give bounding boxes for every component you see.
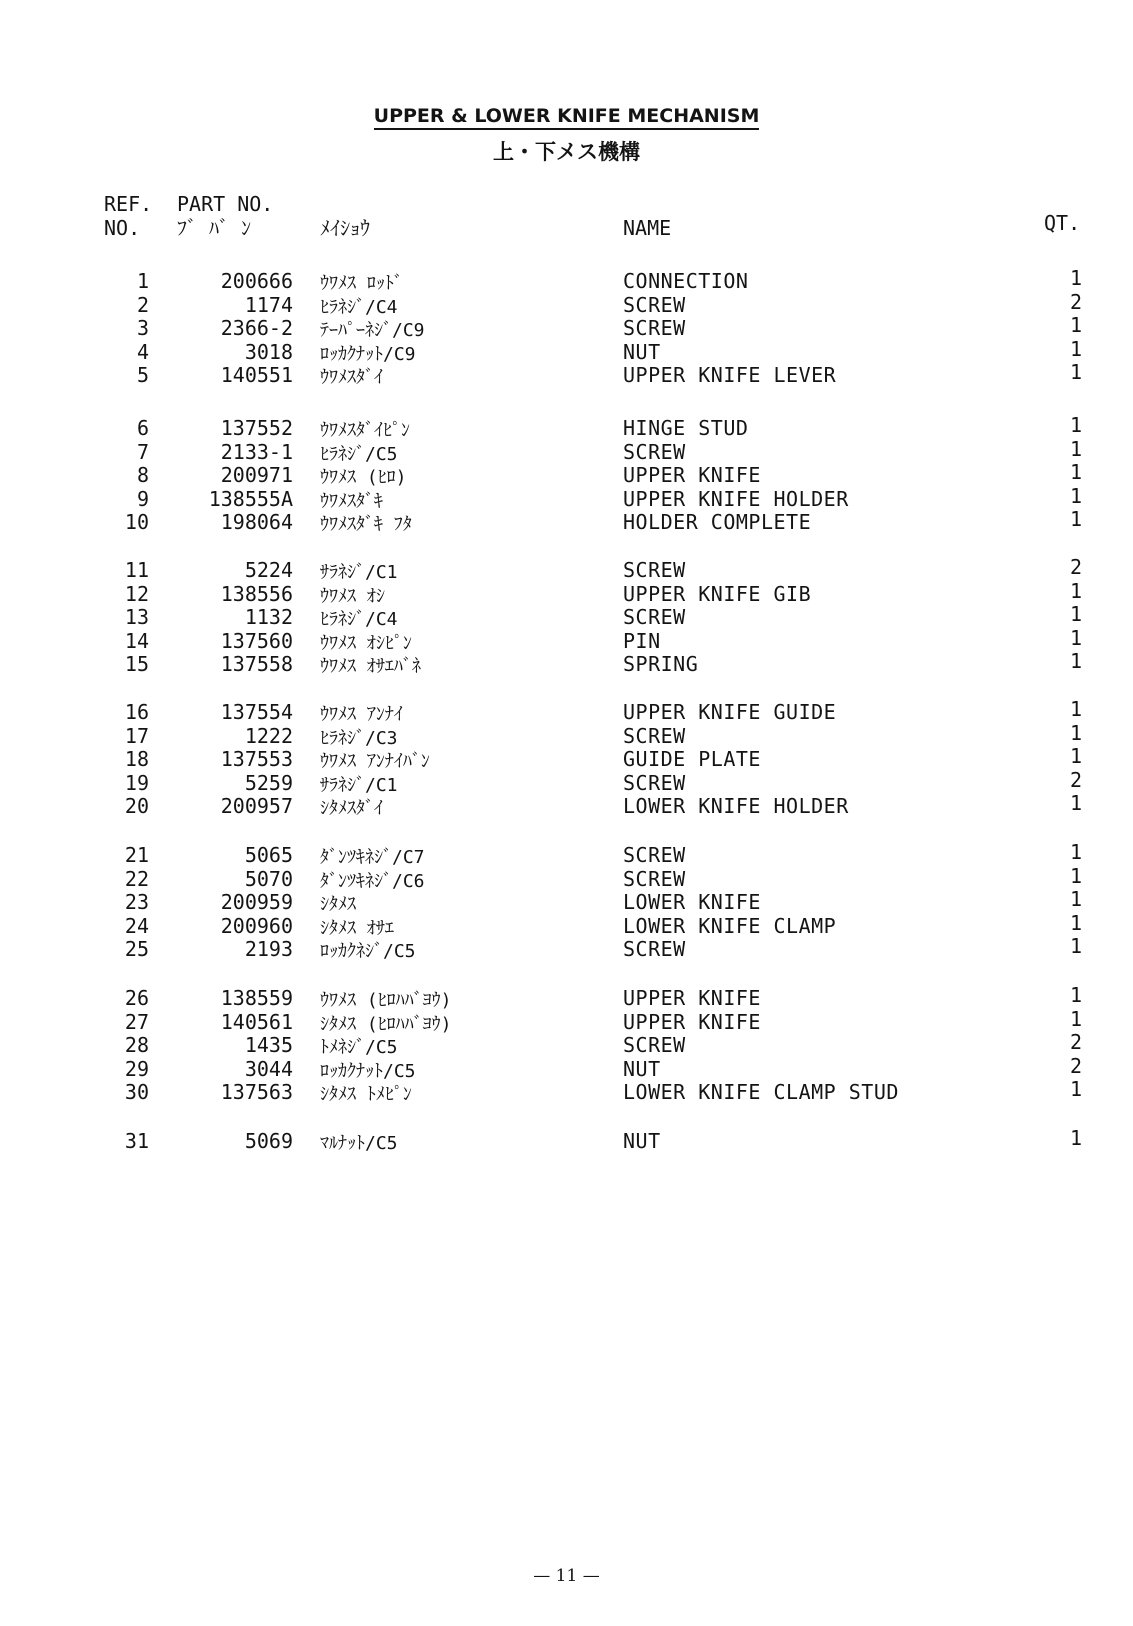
quantity-cell: 1 [1069,840,1082,864]
jp-name-cell: ｳﾜﾒｽﾀﾞｷ ﾌﾀ [320,514,412,536]
ref-no-cell: 17 [124,723,149,748]
part-name-cell: UPPER KNIFE HOLDER [623,486,849,511]
part-name-cell: LOWER KNIFE [623,890,761,915]
jp-name-cell: ﾋﾗﾈｼﾞ/C4 [320,609,398,631]
jp-name-cell: ｳﾜﾒｽ (ﾋﾛﾊﾊﾞﾖｳ) [320,990,452,1011]
quantity-cell: 1 [1069,625,1082,650]
part-no-cell: 5065 [244,843,293,867]
ref-no-cell: 15 [124,652,149,677]
part-no-cell: 3018 [244,339,293,364]
ref-no-cell: 11 [124,558,149,582]
part-name-cell: NUT [623,1056,661,1081]
ref-no-cell: 9 [136,486,149,511]
part-no-cell: 137552 [220,416,293,440]
part-name-cell: CONNECTION [623,269,749,293]
quantity-cell: 1 [1069,460,1082,485]
ref-no-cell: 31 [124,1129,149,1153]
header-jp-name: ﾒｲｼｮｳ [320,216,370,240]
quantity-cell: 1 [1069,887,1082,912]
ref-no-cell: 1 [136,269,149,293]
jp-name-cell: ﾏﾙﾅｯﾄ/C5 [320,1133,398,1154]
jp-name-cell: ﾋﾗﾈｼﾞ/C3 [320,727,398,749]
quantity-cell: 1 [1069,697,1082,721]
header-qty: QT. [1044,211,1081,235]
ref-no-cell: 7 [136,439,149,464]
quantity-cell: 2 [1069,555,1082,579]
ref-no-cell: 27 [124,1009,149,1034]
ref-no-cell: 4 [136,339,149,364]
quantity-cell: 1 [1069,983,1082,1007]
part-name-cell: SCREW [623,605,686,630]
quantity-cell: 1 [1069,266,1082,290]
ref-no-cell: 18 [124,747,149,772]
part-no-cell: 200666 [220,269,293,293]
jp-name-cell: ｼﾀﾒｽ ﾄﾒﾋﾟﾝ [320,1084,412,1106]
quantity-cell: 1 [1069,578,1082,603]
part-no-cell: 137560 [220,628,293,653]
part-no-cell: 1435 [244,1033,293,1058]
part-no-cell: 5069 [244,1129,293,1153]
quantity-cell: 1 [1069,602,1082,627]
part-no-cell: 2366-2 [220,316,293,341]
jp-name-cell: ﾀﾞﾝﾂｷﾈｼﾞ/C6 [320,870,425,892]
jp-name-cell: ﾄﾒﾈｼﾞ/C5 [320,1037,398,1059]
ref-no-cell: 22 [124,866,149,891]
jp-name-cell: ﾛｯｶｸﾅｯﾄ/C5 [320,1060,416,1082]
quantity-cell: 2 [1069,1030,1082,1055]
jp-name-cell: ﾃｰﾊﾟｰﾈｼﾞ/C9 [320,320,425,342]
jp-name-cell: ﾋﾗﾈｼﾞ/C4 [320,296,398,318]
quantity-cell: 1 [1069,863,1082,888]
quantity-cell: 1 [1069,483,1082,508]
ref-no-cell: 20 [124,794,149,819]
quantity-cell: 2 [1069,1053,1082,1078]
jp-name-cell: ｳﾜﾒｽ ｱﾝﾅｲ [320,704,403,725]
quantity-cell: 1 [1069,649,1082,674]
part-name-cell: SCREW [623,316,686,341]
jp-name-cell: ｳﾜﾒｽ ｵｻｴﾊﾞﾈ [320,656,421,678]
ref-no-cell: 3 [136,316,149,341]
part-name-cell: HOLDER COMPLETE [623,510,812,535]
part-name-cell: SCREW [623,937,686,962]
quantity-cell: 1 [1069,1077,1082,1102]
ref-no-cell: 24 [124,913,149,938]
ref-no-cell: 29 [124,1056,149,1081]
quantity-cell: 1 [1069,791,1082,816]
part-no-cell: 138555A [208,486,293,511]
part-no-cell: 5070 [244,866,293,891]
quantity-cell: 1 [1069,1126,1082,1150]
page-title-japanese: 上・下メス機構 [493,140,640,164]
part-name-cell: UPPER KNIFE GIB [623,581,812,606]
part-name-cell: NUT [623,339,661,364]
ref-no-cell: 16 [124,700,149,724]
ref-no-cell: 12 [124,581,149,606]
part-name-cell: LOWER KNIFE HOLDER [623,794,849,819]
part-no-cell: 1222 [244,723,293,748]
part-no-cell: 2193 [244,937,293,962]
part-no-cell: 2133-1 [220,439,293,464]
jp-name-cell: ｼﾀﾒｽ (ﾋﾛﾊﾊﾞﾖｳ) [320,1013,452,1035]
part-name-cell: UPPER KNIFE GUIDE [623,700,837,724]
quantity-cell: 1 [1069,436,1082,461]
part-name-cell: SCREW [623,292,686,317]
ref-no-cell: 19 [124,770,149,795]
jp-name-cell: ｳﾜﾒｽ ｵｼ [320,585,385,607]
jp-name-cell: ｳﾜﾒｽﾀﾞｷ [320,490,383,512]
ref-no-cell: 13 [124,605,149,630]
part-no-cell: 200971 [220,463,293,488]
part-no-cell: 200957 [220,794,293,819]
part-name-cell: PIN [623,628,661,653]
quantity-cell: 2 [1069,767,1082,792]
jp-name-cell: ﾛｯｶｸﾈｼﾞ/C5 [320,941,416,963]
jp-name-cell: ｳﾜﾒｽﾀﾞｲ [320,367,383,389]
part-name-cell: SCREW [623,723,686,748]
part-name-cell: SCREW [623,770,686,795]
part-no-cell: 3044 [244,1056,293,1081]
quantity-cell: 1 [1069,413,1082,437]
part-name-cell: UPPER KNIFE [623,1009,761,1034]
part-no-cell: 198064 [220,510,293,535]
jp-name-cell: ｻﾗﾈｼﾞ/C1 [320,562,398,583]
jp-name-cell: ｼﾀﾒｽﾀﾞｲ [320,798,383,820]
ref-no-cell: 10 [124,510,149,535]
jp-name-cell: ｼﾀﾒｽ [320,894,356,916]
page-title: UPPER & LOWER KNIFE MECHANISM [0,105,1133,127]
ref-no-cell: 26 [124,986,149,1010]
ref-no-cell: 30 [124,1080,149,1105]
ref-no-cell: 23 [124,890,149,915]
part-name-cell: SCREW [623,558,686,582]
header-ref-no: REF. NO. [104,192,153,240]
header-part-no: PART NO. ﾌﾞ ﾊﾞ ﾝ [177,192,274,240]
quantity-cell: 1 [1069,720,1082,745]
ref-no-cell: 6 [136,416,149,440]
part-no-cell: 5224 [244,558,293,582]
quantity-cell: 1 [1069,1006,1082,1031]
header-name: NAME [623,216,672,240]
part-no-cell: 1174 [244,292,293,317]
part-no-cell: 1132 [244,605,293,630]
part-name-cell: HINGE STUD [623,416,749,440]
jp-name-cell: ｼﾀﾒｽ ｵｻｴ [320,917,394,939]
jp-name-cell: ｳﾜﾒｽ ｱﾝﾅｲﾊﾞﾝ [320,751,430,773]
quantity-cell: 1 [1069,934,1082,959]
quantity-cell: 1 [1069,744,1082,769]
jp-name-cell: ｻﾗﾈｼﾞ/C1 [320,774,398,796]
jp-name-cell: ｳﾜﾒｽﾀﾞｲﾋﾟﾝ [320,420,410,441]
part-no-cell: 140561 [220,1009,293,1034]
ref-no-cell: 28 [124,1033,149,1058]
ref-no-cell: 2 [136,292,149,317]
ref-no-cell: 5 [136,363,149,388]
part-no-cell: 137554 [220,700,293,724]
quantity-cell: 1 [1069,507,1082,532]
part-name-cell: LOWER KNIFE CLAMP STUD [623,1080,899,1105]
jp-name-cell: ｳﾜﾒｽ ｵｼﾋﾟﾝ [320,632,412,654]
jp-name-cell: ﾋﾗﾈｼﾞ/C5 [320,443,398,465]
part-name-cell: UPPER KNIFE [623,463,761,488]
part-no-cell: 140551 [220,363,293,388]
part-no-cell: 200959 [220,890,293,915]
page-number: — 11 — [533,1566,600,1586]
jp-name-cell: ﾀﾞﾝﾂｷﾈｼﾞ/C7 [320,847,425,868]
quantity-cell: 2 [1069,289,1082,314]
part-name-cell: UPPER KNIFE LEVER [623,363,837,388]
quantity-cell: 1 [1069,336,1082,361]
part-no-cell: 137553 [220,747,293,772]
part-no-cell: 137563 [220,1080,293,1105]
part-name-cell: SPRING [623,652,699,677]
part-no-cell: 138556 [220,581,293,606]
jp-name-cell: ｳﾜﾒｽ ﾛｯﾄﾞ [320,273,403,294]
ref-no-cell: 8 [136,463,149,488]
part-no-cell: 138559 [220,986,293,1010]
part-no-cell: 137558 [220,652,293,677]
part-no-cell: 200960 [220,913,293,938]
part-no-cell: 5259 [244,770,293,795]
quantity-cell: 1 [1069,910,1082,935]
part-name-cell: GUIDE PLATE [623,747,761,772]
ref-no-cell: 21 [124,843,149,867]
jp-name-cell: ｳﾜﾒｽ (ﾋﾛ) [320,467,407,489]
jp-name-cell: ﾛｯｶｸﾅｯﾄ/C9 [320,343,416,365]
quantity-cell: 1 [1069,313,1082,338]
part-name-cell: SCREW [623,843,686,867]
part-name-cell: NUT [623,1129,661,1153]
part-name-cell: SCREW [623,439,686,464]
part-name-cell: UPPER KNIFE [623,986,761,1010]
part-name-cell: SCREW [623,1033,686,1058]
ref-no-cell: 14 [124,628,149,653]
part-name-cell: LOWER KNIFE CLAMP [623,913,837,938]
quantity-cell: 1 [1069,360,1082,385]
ref-no-cell: 25 [124,937,149,962]
part-name-cell: SCREW [623,866,686,891]
